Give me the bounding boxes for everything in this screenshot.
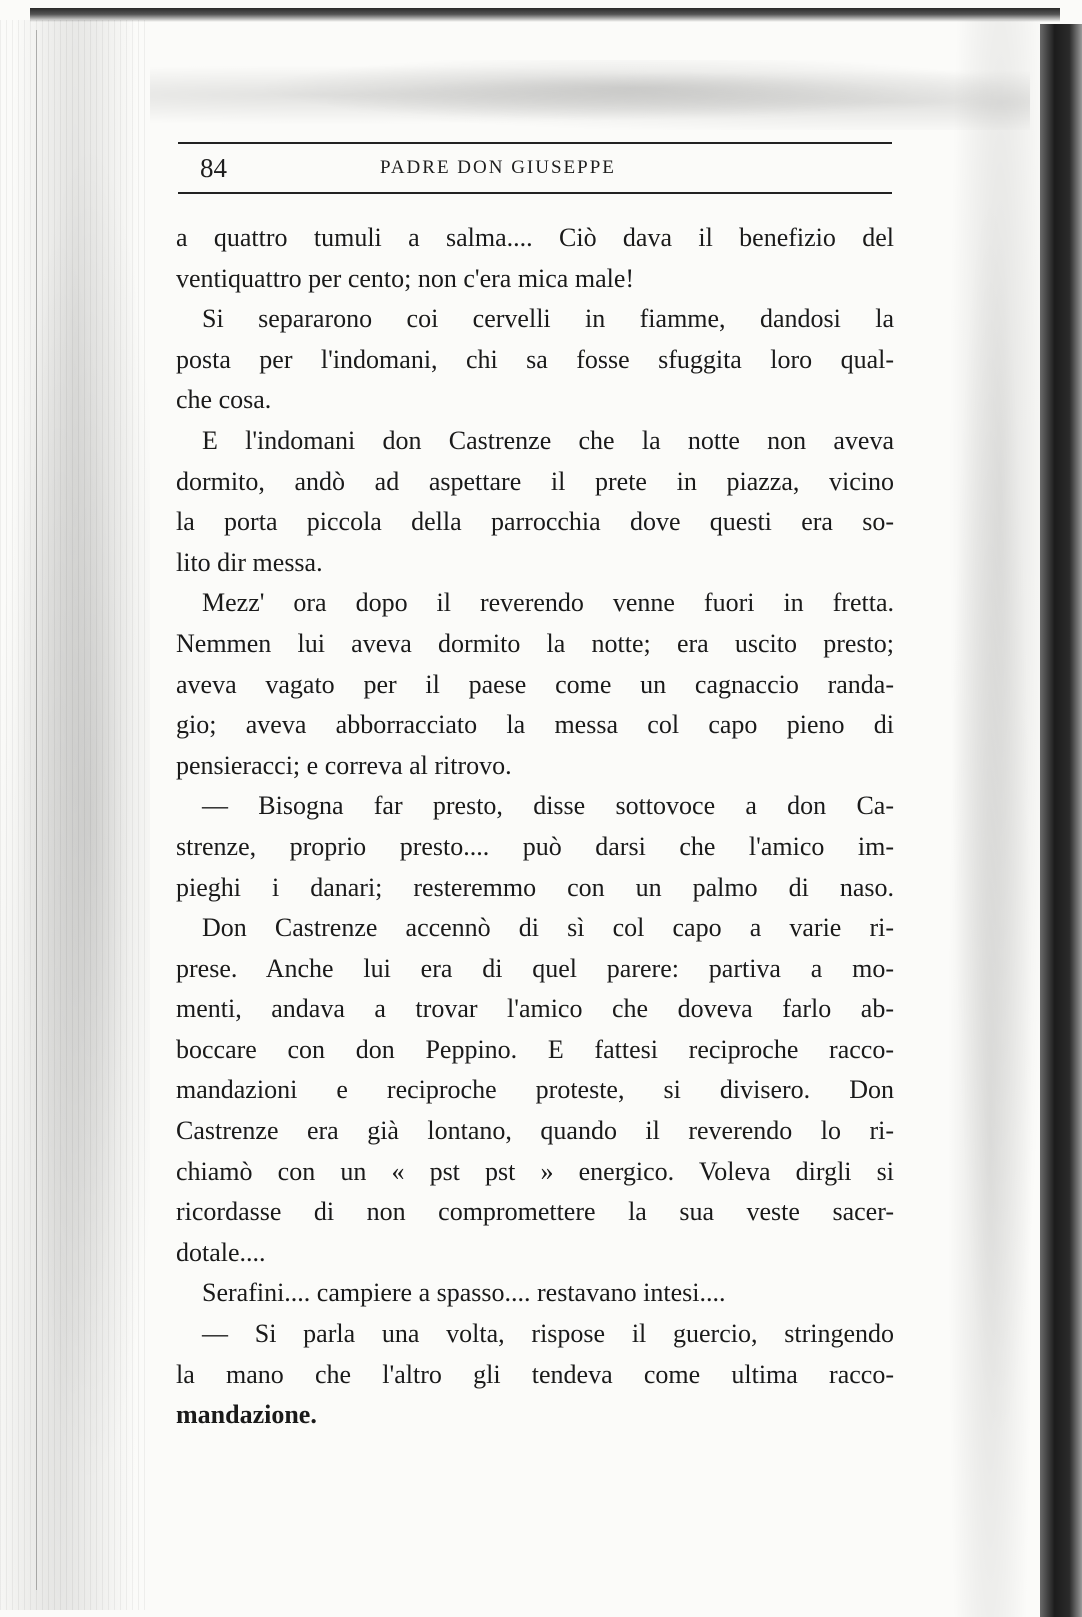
text-line: ventiquattro per cento; non c'era mica male!	[176, 263, 635, 293]
header-bottom-rule	[178, 192, 892, 194]
text-line: Mezz' ora dopo il reverendo venne fuori in fretta.	[202, 588, 894, 618]
text-line: — Bisogna far presto, disse sottovoce a don Ca-	[202, 791, 894, 821]
header-top-rule	[178, 142, 892, 144]
scan-left-edge-line	[36, 30, 37, 1590]
body-text	[176, 218, 894, 1436]
text-line: posta per l'indomani, chi sa fosse sfuggita loro qual-	[176, 344, 894, 374]
scan-right-book-edge	[1040, 24, 1082, 1617]
text-line: chiamò con un « pst pst » energico. Voleva dirgli si	[176, 1156, 894, 1186]
text-line: pieghi i danari; resteremmo con un palmo di naso.	[176, 872, 894, 902]
text-line: dormito, andò ad aspettare il prete in piazza, vicino	[176, 466, 894, 496]
text-line: gio; aveva abborracciato la messa col capo pieno di	[176, 710, 894, 740]
text-line: Castrenze era già lontano, quando il reverendo lo ri-	[176, 1116, 894, 1146]
text-line: la mano che l'altro gli tendeva come ultima racco-	[176, 1359, 894, 1389]
text-line: boccare con don Peppino. E fattesi reciproche racco-	[176, 1034, 894, 1064]
running-head: PADRE DON GIUSEPPE	[380, 157, 616, 178]
text-line: prese. Anche lui era di quel parere: partiva a mo-	[176, 953, 894, 983]
text-line: aveva vagato per il paese come un cagnaccio randa-	[176, 669, 894, 699]
page-number: 84	[200, 153, 227, 183]
text-line: strenze, proprio presto.... può darsi che l'amico im-	[176, 831, 894, 861]
text-line: menti, andava a trovar l'amico che doveva farlo ab-	[176, 994, 894, 1024]
text-line: Nemmen lui aveva dormito la notte; era uscito presto;	[176, 628, 894, 658]
text-line: pensieracci; e correva al ritrovo.	[176, 750, 512, 780]
text-line: mandazioni e reciproche proteste, si divisero. Don	[176, 1075, 894, 1105]
text-line: a quattro tumuli a salma.... Ciò dava il benefizio del	[176, 223, 894, 252]
text-line: Don Castrenze accennò di sì col capo a varie ri-	[202, 913, 894, 943]
text-line: la porta piccola della parrocchia dove questi era so-	[176, 507, 894, 537]
scan-top-shadow	[30, 8, 1060, 22]
text-line: E l'indomani don Castrenze che la notte non aveva	[202, 425, 894, 455]
text-line: mandazione.	[176, 1400, 317, 1430]
text-line: ricordasse di non compromettere la sua veste sacer-	[176, 1197, 894, 1227]
scan-right-margin-noise	[940, 20, 1040, 1617]
text-line: che cosa.	[176, 385, 272, 415]
text-line: dotale....	[176, 1237, 266, 1267]
text-line: Serafini.... campiere a spasso.... restavano intesi....	[202, 1278, 726, 1308]
scan-top-haze	[150, 60, 1030, 130]
text-line: lito dir messa.	[176, 547, 323, 577]
scan-left-margin-noise	[0, 20, 150, 1610]
text-line: Si separarono coi cervelli in fiamme, dandosi la	[202, 304, 894, 334]
text-line: — Si parla una volta, rispose il guercio, stringendo	[202, 1319, 894, 1349]
